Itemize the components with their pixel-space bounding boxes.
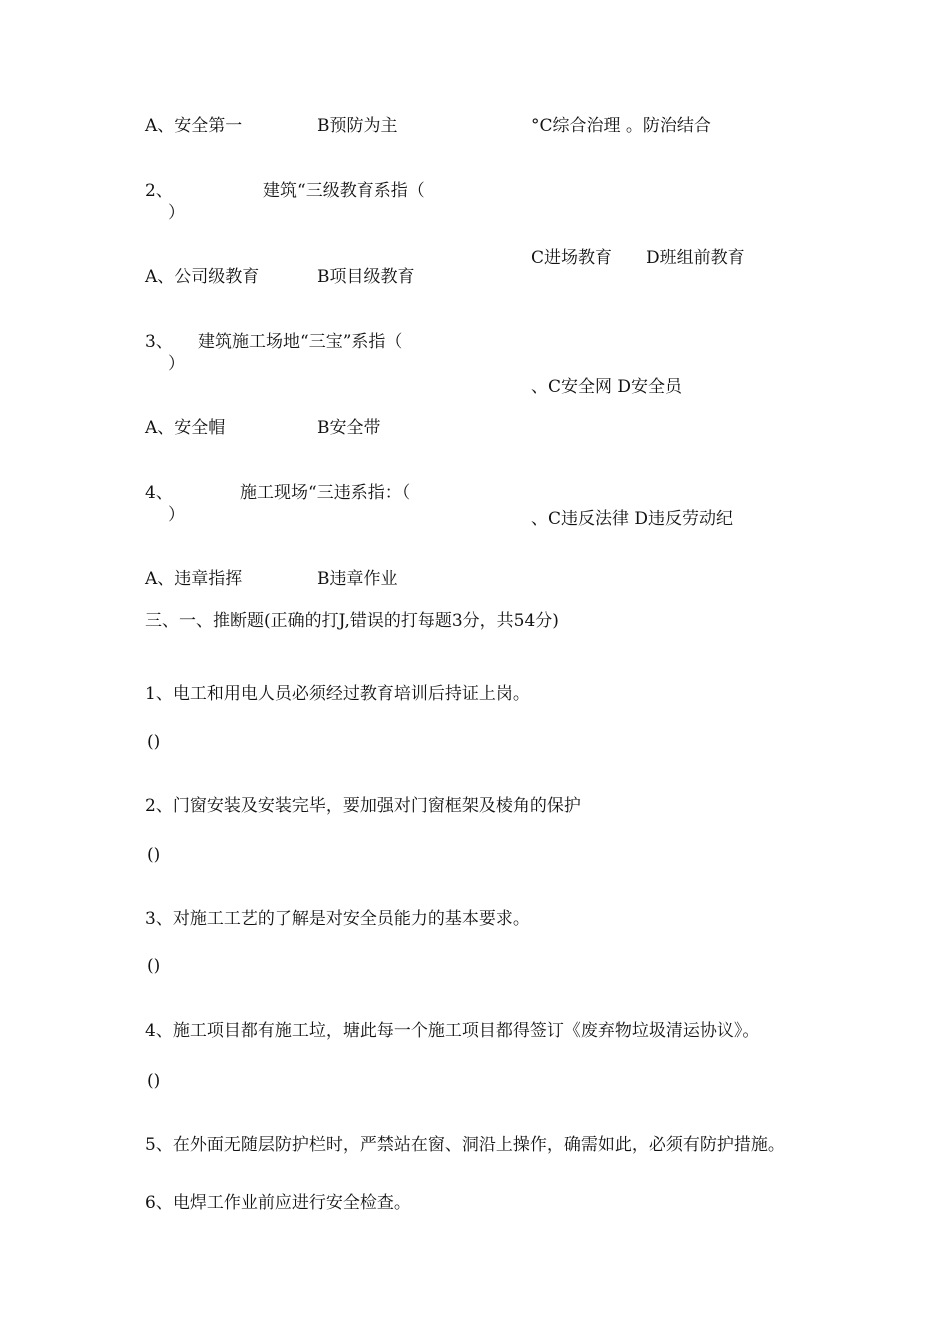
q4-paren-close: ） (168, 505, 185, 525)
q2-option-a: A、公司级教育 (145, 267, 260, 287)
section-heading: 三、一、推断题(正确的打J,错误的打每题3分，共54分) (145, 611, 559, 631)
q2-option-b: B项目级教育 (317, 267, 415, 287)
judgement-item-2: 2、门窗安装及安装完毕，要加强对门窗框架及棱角的保护 (145, 796, 581, 816)
q2-option-cd: C进场教育 D班组前教育 (531, 248, 745, 268)
judgement-item-6: 6、电焊工作业前应进行安全检查。 (145, 1193, 411, 1213)
q4-option-cd: 、C违反法律 D违反劳动纪 (531, 509, 734, 529)
q1-option-b: B预防为主 (317, 116, 398, 136)
q3-number: 3、 (145, 332, 173, 352)
judgement-item-2-blank: () (147, 845, 161, 865)
q3-paren-close: ） (168, 354, 185, 374)
judgement-item-5: 5、在外面无随层防护栏时，严禁站在窗、洞沿上操作，确需如此，必须有防护措施。 (145, 1135, 785, 1155)
q2-stem: 建筑“三级教育系指（ (263, 181, 425, 201)
judgement-item-3-blank: () (147, 956, 161, 976)
judgement-item-4-blank: () (147, 1071, 161, 1091)
q4-option-a-partial: A、违章指挥 (145, 569, 243, 589)
q2-number: 2、 (145, 181, 173, 201)
judgement-item-1-blank: () (147, 732, 161, 752)
q2-paren-close: ） (168, 203, 185, 223)
judgement-item-3: 3、对施工工艺的了解是对安全员能力的基本要求。 (145, 909, 530, 929)
judgement-item-4: 4、施工项目都有施工垃，塘此每一个施工项目都得签订《废弃物垃圾清运协议》。 (145, 1021, 760, 1041)
judgement-item-1: 1、电工和用电人员必须经过教育培训后持证上岗。 (145, 684, 530, 704)
q3-option-a: A、安全帽 (145, 418, 226, 438)
q3-stem: 建筑施工场地“三宝”系指（ (198, 332, 403, 352)
q4-option-b-partial: B违章作业 (317, 569, 398, 589)
q1-option-a: A、安全第一 (145, 116, 243, 136)
q4-stem: 施工现场“三违系指：（ (240, 483, 411, 503)
q3-option-cd: 、C安全网 D安全员 (531, 377, 683, 397)
q3-option-b: B安全带 (317, 418, 381, 438)
q4-cut-off-options (140, 566, 440, 589)
q4-number: 4、 (145, 483, 173, 503)
q1-option-cd: °C综合治理 。防治结合 (531, 116, 711, 136)
